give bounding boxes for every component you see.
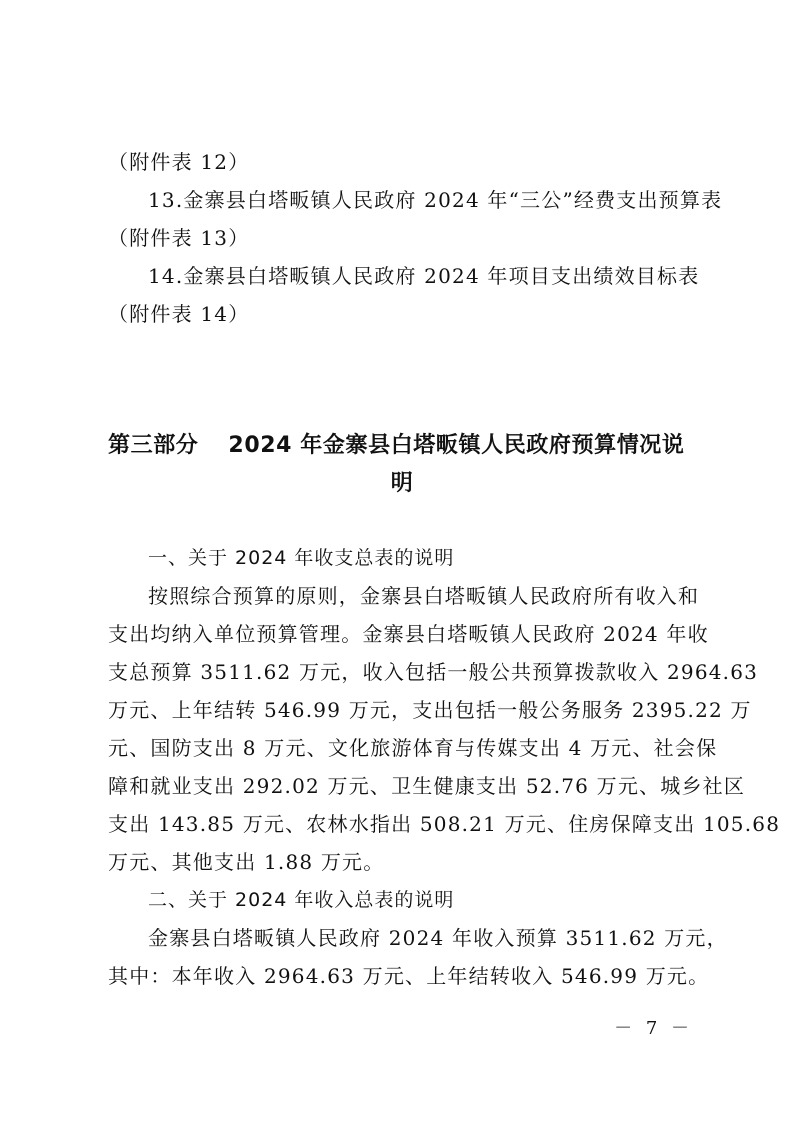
appendix-note-14: （附件表 14） <box>108 302 250 326</box>
paragraph-line: 支出 143.85 万元、农林水指出 508.21 万元、住房保障支出 105.68 <box>108 812 781 836</box>
section-title <box>108 432 696 460</box>
paragraph-line: 障和就业支出 292.02 万元、卫生健康支出 52.76 万元、城乡社区 <box>108 774 746 798</box>
section-title-text: 2024 年金寨县白塔畈镇人民政府预算情况说 <box>228 433 685 458</box>
section-part-label: 第三部分 <box>108 433 199 458</box>
heading-income-summary: 二、关于 2024 年收入总表的说明 <box>148 889 455 911</box>
paragraph-line: 金寨县白塔畈镇人民政府 2024 年收入预算 3511.62 万元， <box>148 926 728 950</box>
paragraph-line: 万元、其他支出 1.88 万元。 <box>108 850 385 874</box>
appendix-item-13: 13.金寨县白塔畈镇人民政府 2024 年“三公”经费支出预算表 <box>148 188 723 212</box>
paragraph-line: 万元、上年结转 546.99 万元，支出包括一般公务服务 2395.22 万 <box>108 698 752 722</box>
section-title-continuation: 明 <box>390 471 414 496</box>
appendix-note-12: （附件表 12） <box>108 150 250 174</box>
paragraph-line: 支总预算 3511.62 万元，收入包括一般公共预算拨款收入 2964.63 <box>108 660 759 684</box>
paragraph-line: 按照综合预算的原则，金寨县白塔畈镇人民政府所有收入和 <box>148 584 700 608</box>
paragraph-line: 其中：本年收入 2964.63 万元、上年结转收入 546.99 万元。 <box>108 964 710 988</box>
heading-income-expense-summary: 一、关于 2024 年收支总表的说明 <box>148 547 455 569</box>
paragraph-line: 元、国防支出 8 万元、文化旅游体育与传媒支出 4 万元、社会保 <box>108 736 718 760</box>
paragraph-line: 支出均纳入单位预算管理。金寨县白塔畈镇人民政府 2024 年收 <box>108 622 709 646</box>
appendix-note-13: （附件表 13） <box>108 226 250 250</box>
page-number: － 7 － <box>614 1018 693 1039</box>
appendix-item-14: 14.金寨县白塔畈镇人民政府 2024 年项目支出绩效目标表 <box>148 264 700 288</box>
